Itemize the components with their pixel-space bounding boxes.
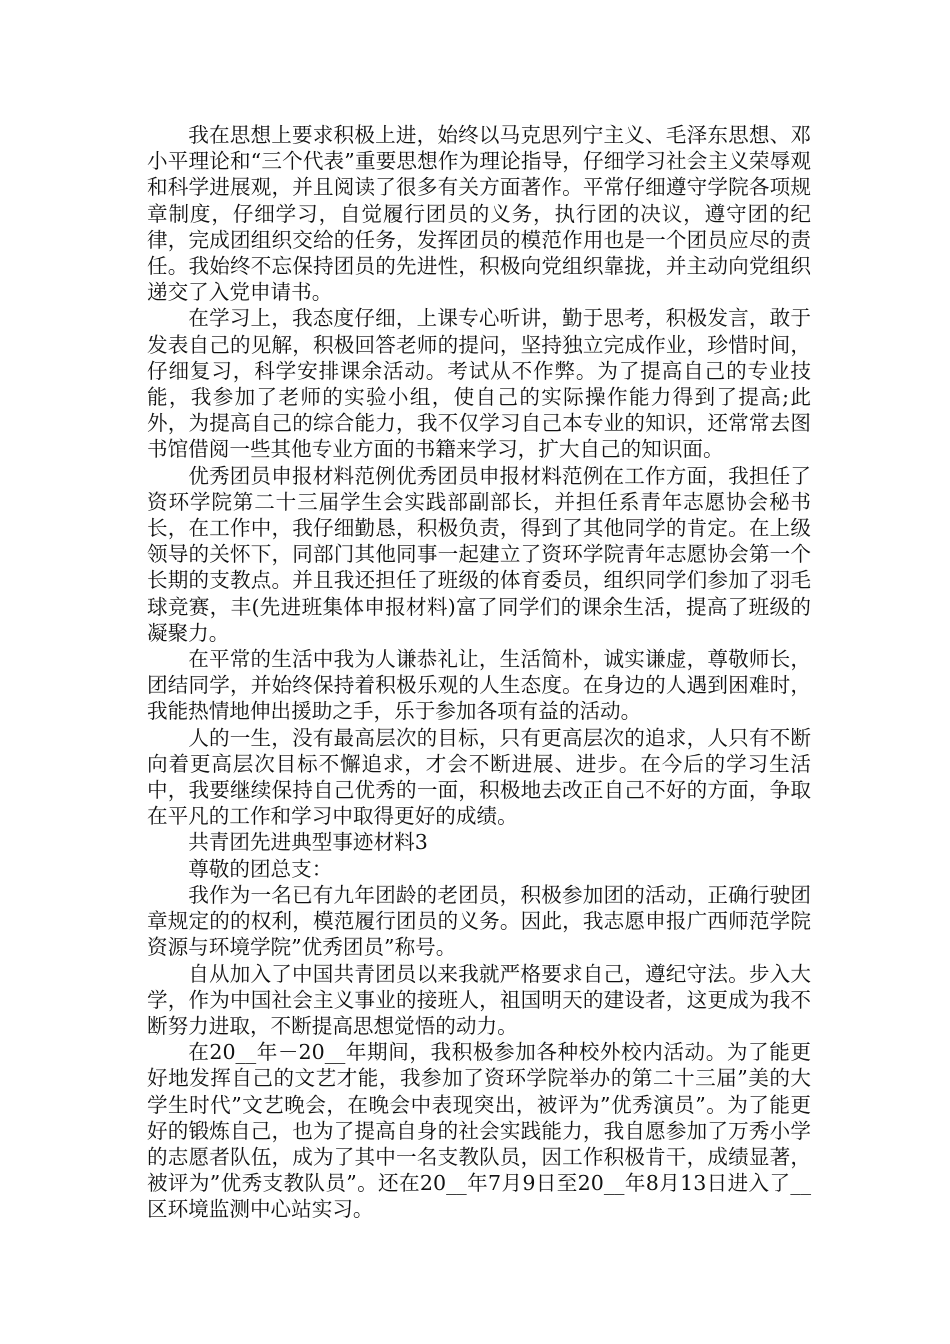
paragraph-life: 在平常的生活中我为人谦恭礼让，生活简朴，诚实谦虚，尊敬师长，团结同学，并始终保持着积极乐观的人生态度。在身边的人遇到困难时，我能热情地伸出援助之手，乐于参加各项有益的活动。: [147, 647, 811, 724]
section-heading: 共青团先进典型事迹材料3: [188, 830, 428, 855]
paragraph-application: 我作为一名已有九年团龄的老团员，积极参加团的活动，正确行驶团章规定的的权利，模范履行团员的义务。因此，我志愿申报广西师范学院资源与环境学院”优秀团员”称号。: [147, 882, 811, 960]
paragraph-outlook: 人的一生，没有最高层次的目标，只有更高层次的追求，人只有不断向着更高层次目标不懈追求，才会不断进展、进步。在今后的学习生活中，我要继续保持自己优秀的一面，积极地去改正自己不好的方面，争取在平凡的工作和学习中取得更好的成绩。: [147, 725, 811, 829]
paragraph-activities: 在20__年－20__年期间，我积极参加各种校外校内活动。为了能更好地发挥自己的文艺才能，我参加了资环学院举办的第二十三届”美的大学生时代”文艺晚会，在晚会中表现突出，被评为”优秀演员”。为了能更好的锻炼自己，也为了提高自身的社会实践能力，我自愿参加了万秀小学的志愿者队伍，成为了其中一名支教队员，因工作积极肯干，成绩显著，被评为”优秀支教队员”。还在20__年7月9日至20__年8月13日进入了__区环境监测中心站实习。: [147, 1040, 811, 1222]
paragraph-work: 优秀团员申报材料范例优秀团员申报材料范例在工作方面，我担任了资环学院第二十三届学生会实践部副部长，并担任系青年志愿协会秘书长，在工作中，我仔细勤恳，积极负责，得到了其他同学的肯定。在上级领导的关怀下，同部门其他同事一起建立了资环学院青年志愿协会第一个长期的支教点。并且我还担任了班级的体育委员，组织同学们参加了羽毛球竞赛，丰(先进班集体申报材料)富了同学们的课余生活，提高了班级的凝聚力。: [147, 463, 811, 645]
document-body: [147, 122, 811, 1223]
paragraph-study: 在学习上，我态度仔细，上课专心听讲，勤于思考，积极发言，敢于发表自己的见解，积极回答老师的提问，坚持独立完成作业，珍惜时间，仔细复习，科学安排课余活动。考试从不作弊。为了提高自己的专业技能，我参加了老师的实验小组，使自己的实际操作能力得到了提高;此外，为提高自己的综合能力，我不仅学习自己本专业的知识，还常常去图书馆借阅一些其他专业方面的书籍来学习，扩大自己的知识面。: [147, 306, 811, 462]
paragraph-ideology: 我在思想上要求积极上进，始终以马克思列宁主义、毛泽东思想、邓小平理论和“三个代表”重要思想作为理论指导，仔细学习社会主义荣辱观和科学进展观，并且阅读了很多有关方面著作。平常仔细遵守学院各项规章制度，仔细学习，自觉履行团员的义务，执行团的决议，遵守团的纪律，完成团组织交给的任务，发挥团员的模范作用也是一个团员应尽的责任。我始终不忘保持团员的先进性，积极向党组织靠拢，并主动向党组织递交了入党申请书。: [147, 123, 811, 305]
salutation: 尊敬的团总支：: [188, 856, 333, 881]
paragraph-discipline: 自从加入了中国共青团员以来我就严格要求自己，遵纪守法。步入大学，作为中国社会主义事业的接班人，祖国明天的建设者，这更成为我不断努力进取，不断提高思想觉悟的动力。: [147, 961, 811, 1038]
